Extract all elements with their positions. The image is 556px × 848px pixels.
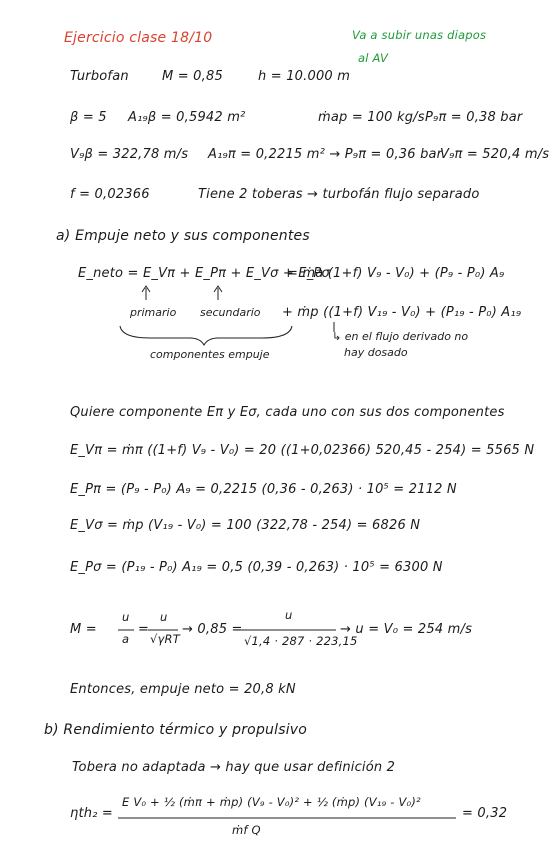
calc-velocity-thrust-secondary: E_Vσ = ṁp (V₁₉ - V₀) = 100 (322,78 - 254) = 6826 N [70,518,421,533]
label-secondary: secundario [200,306,261,319]
pressure-primary: P₉π = 0,38 bar [425,110,523,125]
calc-pressure-thrust-primary: E_Pπ = (P₉ - P₀) A₉ = 0,2215 (0,36 - 0,263) · 10⁵ = 2112 N [70,482,457,497]
thermal-efficiency-numerator: E V₀ + ½ (ṁπ + ṁp) (V₉ - V₀)² + ½ (ṁp) (V₁₉ - V₀)² [122,795,421,809]
components-brace [120,326,292,345]
mach-frac1-num: u [122,610,130,624]
mach-equals: = [138,622,150,637]
engine-type: Turbofan [70,69,129,84]
area-primary: A₁₉π = 0,2215 m² → P₉π = 0,36 bar [208,147,443,162]
calc-velocity-thrust-primary: E_Vπ = ṁπ ((1+f) V₉ - V₀) = 20 ((1+0,02366) 520,45 - 254) = 5565 N [70,443,535,458]
mach-frac1-den: a [122,632,130,646]
note-upload-slides-av: al AV [358,51,389,65]
thermal-efficiency-result: = 0,32 [462,806,508,821]
nozzle-definition-note: Tobera no adaptada → hay que usar definición 2 [72,760,396,775]
altitude: h = 10.000 m [258,69,351,84]
mach-number: M = 0,85 [162,69,223,84]
bypass-ratio: β = 5 [70,110,107,125]
note-no-fuel-bypass-1: ↳ en el flujo derivado no [332,330,469,343]
mach-frac3-den: √1,4 · 287 · 223,15 [244,634,358,648]
calc-pressure-thrust-secondary: E_Pσ = (P₁₉ - P₀) A₁₉ = 0,5 (0,39 - 0,263) · 10⁵ = 6300 N [70,560,443,575]
thermal-efficiency-denominator: ṁf Q [232,823,261,837]
mass-flow-secondary: ṁap = 100 kg/s [318,110,425,125]
part-b-heading: b) Rendimiento térmico y propulsivo [44,722,308,738]
net-thrust-expansion-2: + ṁp ((1+f) V₁₉ - V₀) + (P₁₉ - P₀) A₁₉ [282,305,522,320]
mach-result: → u = V₀ = 254 m/s [340,622,473,637]
mach-lhs: M = [70,622,97,637]
part-a-heading: a) Empuje neto y sus componentes [56,228,310,244]
arrow-secondary-head [214,286,222,292]
exercise-title: Ejercicio clase 18/10 [64,30,213,46]
area-secondary: A₁₉β = 0,5942 m² [128,110,246,125]
velocity-primary: V₉π = 520,4 m/s [440,147,550,162]
mach-frac3-num: u [285,608,293,622]
velocity-secondary: V₉β = 322,78 m/s [70,147,189,162]
nozzle-note: Tiene 2 toberas → turbofán flujo separado [198,187,480,202]
note-upload-slides: Va a subir unas diapos [352,28,487,42]
mach-frac2-num: u [160,610,168,624]
label-primary: primario [130,306,177,319]
arrow-primary-head [142,286,150,292]
net-thrust-equation: E_neto = E_Vπ + E_Pπ + E_Vσ + E_Pσ [78,266,330,281]
fuel-ratio: f = 0,02366 [70,187,150,202]
thermal-efficiency-lhs: ηth₂ = [70,806,114,821]
net-thrust-expansion-1: = ṁa (1+f) V₉ - V₀) + (P₉ - P₀) A₉ [287,266,505,281]
net-thrust-result: Entonces, empuje neto = 20,8 kN [70,682,296,697]
label-components: componentes empuje [150,348,270,361]
mach-frac2-den: √γRT [150,632,180,646]
mach-mid: → 0,85 = [182,622,243,637]
components-intro: Quiere componente Eπ y Eσ, cada uno con sus dos componentes [70,405,505,420]
note-no-fuel-bypass-2: hay dosado [344,346,408,359]
